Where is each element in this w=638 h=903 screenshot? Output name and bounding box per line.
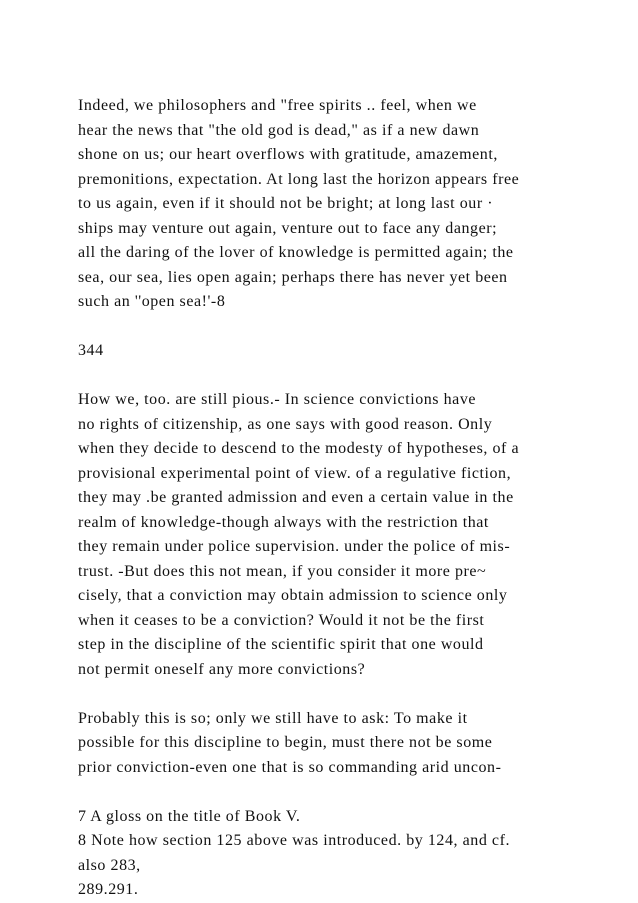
text-line: they may .be granted admission and even a certain value in the xyxy=(78,489,514,506)
text-line: sea, our sea, lies open again; perhaps there has never yet been xyxy=(78,268,508,286)
text-line: step in the discipline of the scientific spirit that one would xyxy=(78,636,484,653)
paragraph-gap xyxy=(78,682,598,707)
section-number-text: 344 xyxy=(78,342,104,359)
paragraph-gap xyxy=(78,780,598,805)
text-line: Probably this is so; only we still have to ask: To make it xyxy=(78,709,468,727)
text-line: they remain under police supervision. under the police of mis- xyxy=(78,538,511,555)
text-line: premonitions, expectation. At long last the horizon appears free xyxy=(78,170,520,188)
footnotes xyxy=(78,805,598,903)
text-line: trust. -But does this not mean, if you consider it more pre~ xyxy=(78,562,487,580)
paragraph-probably xyxy=(78,707,598,781)
text-line: shone on us; our heart overflows with gratitude, amazement, xyxy=(78,146,498,163)
section-number xyxy=(78,339,598,364)
text-line: cisely, that a conviction may obtain admission to science only xyxy=(78,587,508,604)
text-line: to us again, even if it should not be bright; at long last our · xyxy=(78,195,494,212)
text-line: prior conviction-even one that is so commanding arid uncon- xyxy=(78,758,502,776)
footnote-line: also 283, xyxy=(78,856,141,874)
text-line: ships may venture out again, venture out to face any danger; xyxy=(78,219,498,237)
text-line: How we, too. are still pious.- In science convictions have xyxy=(78,391,477,408)
text-line: realm of knowledge-though always with the restriction that xyxy=(78,513,489,531)
text-line: not permit oneself any more convictions? xyxy=(78,660,366,678)
text-line: hear the news that "the old god is dead," as if a new dawn xyxy=(78,121,480,139)
text-line: when they decide to descend to the modesty of hypotheses, of a xyxy=(78,440,520,457)
paragraph-still-pious xyxy=(78,388,598,682)
text-line: all the daring of the lover of knowledge is permitted again; the xyxy=(78,244,514,261)
footnote-line: 7 A gloss on the title of Book V. xyxy=(78,807,301,825)
text-line: no rights of citizenship, as one says with good reason. Only xyxy=(78,415,493,433)
text-line: possible for this discipline to begin, must there not be some xyxy=(78,734,493,751)
paragraph-gap xyxy=(78,315,598,340)
text-line: Indeed, we philosophers and "free spirits .. feel, when we xyxy=(78,97,477,114)
text-line: such an ''open sea!'-8 xyxy=(78,293,226,310)
text-line: when it ceases to be a conviction? Would it not be the first xyxy=(78,611,485,629)
paragraph-gap xyxy=(78,364,598,389)
paragraph-open-sea xyxy=(78,94,598,315)
text-line: provisional experimental point of view. of a regulative fiction, xyxy=(78,464,512,482)
footnote-line: 289.291. xyxy=(78,881,139,898)
footnote-line: 8 Note how section 125 above was introduced. by 124, and cf. xyxy=(78,832,511,849)
text-body xyxy=(78,94,598,903)
